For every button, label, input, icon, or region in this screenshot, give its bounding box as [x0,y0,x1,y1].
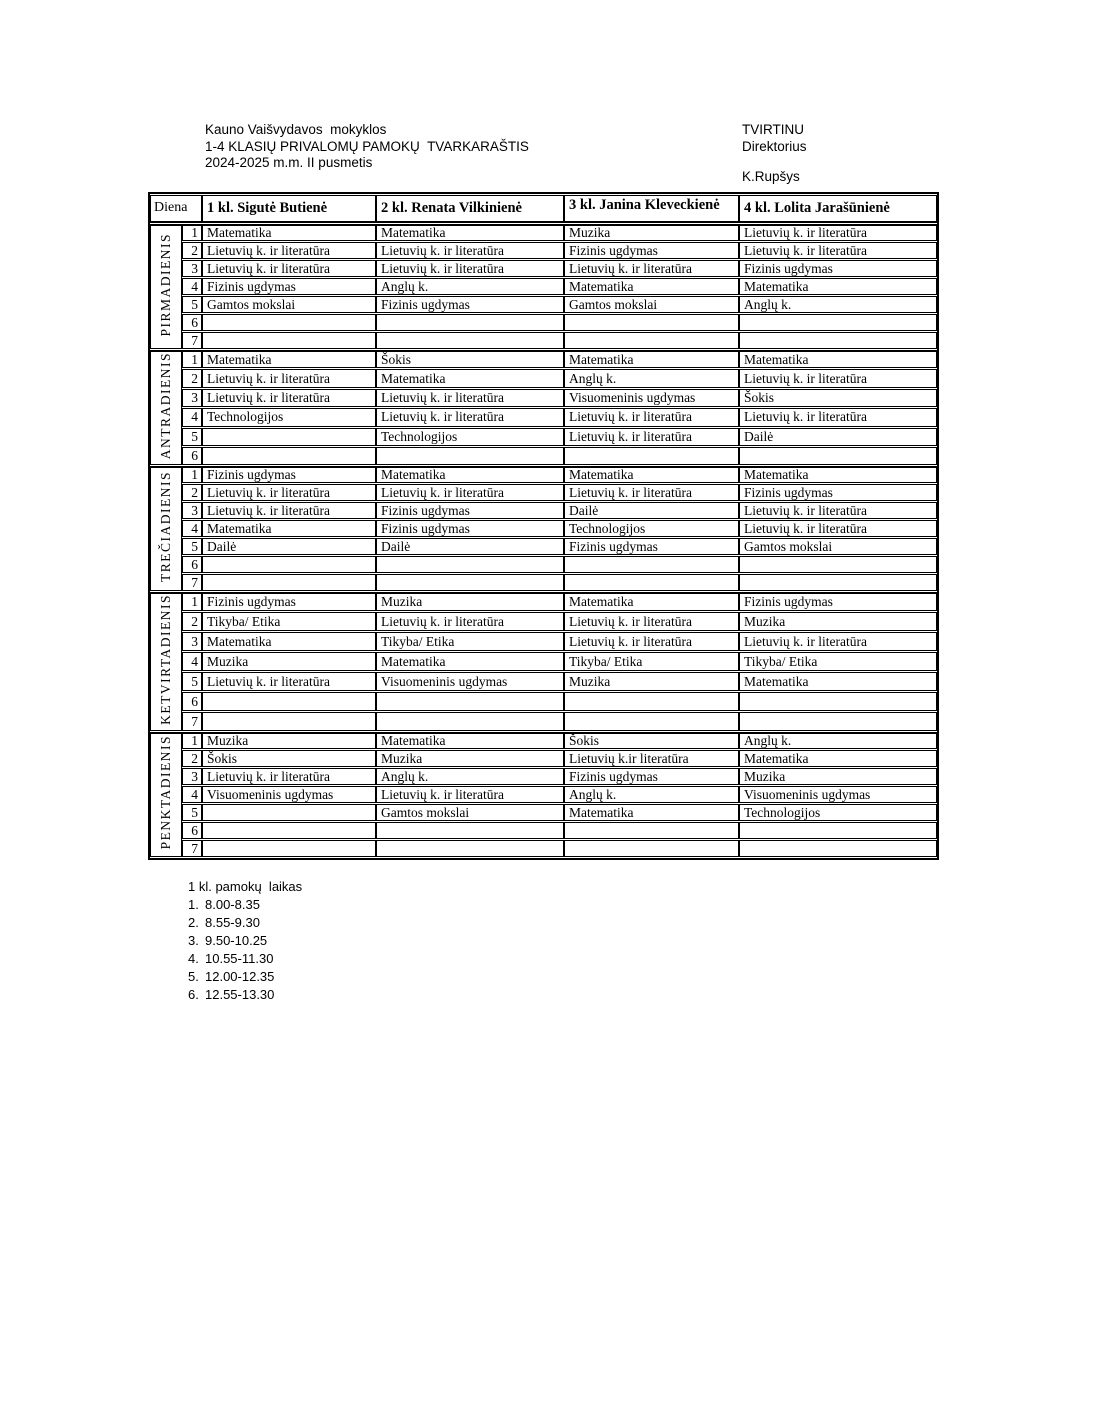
lesson-row [150,750,937,767]
lesson-number: 6 [182,692,202,711]
time-item-number: 4. [188,951,199,966]
lesson-cell: Lietuvių k. ir literatūra [739,369,937,387]
lesson-number: 1 [182,350,202,368]
lesson-cell: Lietuvių k. ir literatūra [564,428,739,446]
class-column-header: 3 kl. Janina Kleveckienė [564,195,739,223]
lesson-cell [202,314,376,331]
lesson-row [150,350,937,368]
lesson-cell: Matematika [376,652,564,671]
lesson-cell: Matematika [739,466,937,483]
lesson-cell: Lietuvių k. ir literatūra [202,260,376,277]
lesson-cell: Visuomeninis ugdymas [739,786,937,803]
lesson-cell: Technologijos [376,428,564,446]
lesson-row [150,612,937,631]
lesson-number: 7 [182,712,202,731]
lesson-cell [202,574,376,591]
lesson-cell: Lietuvių k. ir literatūra [739,408,937,426]
lesson-number: 1 [182,466,202,483]
lesson-cell: Anglų k. [376,768,564,785]
lesson-number: 6 [182,822,202,839]
lesson-row [150,408,937,426]
lesson-cell [202,332,376,349]
class-column-header: 4 kl. Lolita Jarašūnienė [739,195,937,223]
lesson-cell: Anglų k. [564,369,739,387]
timetable [148,192,939,860]
lesson-cell [564,712,739,731]
lesson-cell [376,822,564,839]
lesson-cell: Fizinis ugdymas [376,296,564,313]
lesson-cell [739,332,937,349]
lesson-cell: Fizinis ugdymas [202,278,376,295]
lesson-cell: Šokis [564,732,739,749]
time-item [188,950,302,968]
lesson-cell: Tikyba/ Etika [202,612,376,631]
lesson-number: 6 [182,556,202,573]
lesson-number: 1 [182,732,202,749]
lesson-row [150,574,937,591]
lesson-cell: Matematika [376,369,564,387]
lesson-number: 7 [182,332,202,349]
lesson-cell: Fizinis ugdymas [564,242,739,259]
lesson-number: 4 [182,408,202,426]
day-name-text: PENKTADIENIS [158,735,173,850]
lesson-cell: Technologijos [564,520,739,537]
lesson-cell [564,314,739,331]
lesson-cell [564,447,739,465]
lesson-row [150,692,937,711]
lesson-number: 3 [182,768,202,785]
lesson-cell: Matematika [739,750,937,767]
lesson-cell [739,840,937,857]
lesson-row [150,632,937,651]
header-row [150,195,937,223]
lesson-number: 4 [182,520,202,537]
lesson-cell: Muzika [202,652,376,671]
lesson-cell [739,574,937,591]
lesson-row [150,428,937,446]
day-label [150,592,182,731]
lesson-cell: Matematika [564,278,739,295]
time-item-number: 3. [188,933,199,948]
lesson-cell: Matematika [202,350,376,368]
lesson-cell: Lietuvių k. ir literatūra [202,502,376,519]
lesson-cell: Visuomeninis ugdymas [202,786,376,803]
doc-header [205,122,529,172]
lesson-cell: Visuomeninis ugdymas [376,672,564,691]
lesson-row [150,652,937,671]
time-item-range: 12.55-13.30 [205,987,275,1002]
lesson-number: 5 [182,804,202,821]
lesson-number: 7 [182,574,202,591]
lesson-cell [376,556,564,573]
time-item [188,932,302,950]
lesson-cell: Matematika [564,466,739,483]
lesson-cell: Fizinis ugdymas [376,520,564,537]
lesson-number: 3 [182,502,202,519]
time-item-range: 12.00-12.35 [205,969,275,984]
lesson-cell: Technologijos [739,804,937,821]
lesson-number: 4 [182,786,202,803]
lesson-row [150,332,937,349]
day-label [150,350,182,465]
lesson-cell: Lietuvių k. ir literatūra [564,408,739,426]
lesson-number: 1 [182,592,202,611]
lesson-cell: Lietuvių k. ir literatūra [376,408,564,426]
lesson-number: 2 [182,484,202,501]
lesson-cell: Lietuvių k. ir literatūra [202,768,376,785]
lesson-cell [564,574,739,591]
lesson-cell: Matematika [739,350,937,368]
lesson-number: 6 [182,447,202,465]
lesson-cell: Gamtos mokslai [564,296,739,313]
time-item [188,968,302,986]
lesson-cell: Gamtos mokslai [202,296,376,313]
lesson-cell [376,840,564,857]
lesson-row [150,804,937,821]
lesson-cell [739,712,937,731]
lesson-cell: Muzika [564,672,739,691]
term-line: 2024-2025 m.m. II pusmetis [205,155,373,170]
approval-role: Direktorius [742,138,807,154]
lesson-row [150,538,937,555]
lesson-cell: Matematika [739,672,937,691]
lesson-cell: Matematika [564,592,739,611]
lesson-cell [202,822,376,839]
lesson-cell: Lietuvių k. ir literatūra [202,389,376,407]
lesson-cell: Muzika [376,592,564,611]
lesson-cell [202,804,376,821]
lesson-number: 6 [182,314,202,331]
lesson-cell [202,447,376,465]
lesson-number: 4 [182,652,202,671]
lesson-row [150,260,937,277]
lesson-row [150,278,937,295]
lesson-cell: Lietuvių k. ir literatūra [564,612,739,631]
lesson-cell: Fizinis ugdymas [739,260,937,277]
lesson-cell: Tikyba/ Etika [376,632,564,651]
lesson-cell: Lietuvių k. ir literatūra [202,369,376,387]
lesson-cell: Fizinis ugdymas [739,592,937,611]
lesson-cell [202,692,376,711]
lesson-cell: Matematika [564,350,739,368]
lesson-cell: Fizinis ugdymas [739,484,937,501]
lesson-cell [564,556,739,573]
times-list [188,896,302,1004]
lesson-cell: Muzika [564,224,739,241]
lesson-cell [739,314,937,331]
lesson-cell: Lietuvių k. ir literatūra [739,242,937,259]
lesson-number: 2 [182,369,202,387]
lesson-cell: Lietuvių k. ir literatūra [739,520,937,537]
lesson-cell: Šokis [376,350,564,368]
lesson-cell [376,574,564,591]
lesson-row [150,840,937,857]
lesson-cell [739,822,937,839]
lesson-row [150,712,937,731]
lesson-row [150,314,937,331]
lesson-number: 1 [182,224,202,241]
lesson-cell: Lietuvių k. ir literatūra [202,672,376,691]
lesson-cell: Šokis [739,389,937,407]
lesson-cell: Muzika [376,750,564,767]
lesson-number: 3 [182,389,202,407]
lesson-number: 5 [182,538,202,555]
lesson-cell [202,556,376,573]
time-item-number: 6. [188,987,199,1002]
lesson-cell: Gamtos mokslai [376,804,564,821]
lesson-cell [376,332,564,349]
lesson-row [150,389,937,407]
lesson-cell: Matematika [376,732,564,749]
approval-signature: K.Rupšys [742,169,800,184]
lesson-cell [564,840,739,857]
lesson-row [150,822,937,839]
lesson-number: 5 [182,672,202,691]
lesson-cell: Muzika [202,732,376,749]
lesson-cell: Lietuvių k. ir literatūra [202,484,376,501]
lesson-cell: Matematika [376,224,564,241]
lesson-cell: Fizinis ugdymas [376,502,564,519]
lesson-cell [202,712,376,731]
lesson-number: 2 [182,612,202,631]
lesson-row [150,768,937,785]
lesson-cell: Dailė [564,502,739,519]
lesson-cell: Lietuvių k. ir literatūra [376,786,564,803]
lesson-cell [564,822,739,839]
day-label [150,466,182,591]
time-item [188,914,302,932]
lesson-cell: Lietuvių k. ir literatūra [376,389,564,407]
day-label [150,732,182,857]
lesson-cell: Lietuvių k. ir literatūra [564,260,739,277]
time-item-range: 10.55-11.30 [205,951,274,966]
lesson-number: 3 [182,260,202,277]
lesson-cell: Technologijos [202,408,376,426]
lesson-cell [376,712,564,731]
lesson-row [150,224,937,241]
lesson-cell: Matematika [202,632,376,651]
lesson-cell: Šokis [202,750,376,767]
lesson-cell: Fizinis ugdymas [564,768,739,785]
lesson-times [188,878,302,1004]
lesson-row [150,502,937,519]
day-name-text: PIRMADIENIS [158,232,173,337]
lesson-cell: Dailė [739,428,937,446]
lesson-row [150,672,937,691]
lesson-cell: Lietuvių k. ir literatūra [739,632,937,651]
time-item-number: 1. [188,897,199,912]
day-name-text: TREČIADIENIS [158,471,173,583]
times-title: 1 kl. pamokų laikas [188,879,303,894]
lesson-cell: Dailė [202,538,376,555]
lesson-row [150,556,937,573]
lesson-cell: Fizinis ugdymas [564,538,739,555]
lesson-cell: Matematika [739,278,937,295]
lesson-cell [376,692,564,711]
time-item-range: 9.50-10.25 [205,933,268,948]
lesson-cell: Anglų k. [376,278,564,295]
lesson-row [150,296,937,313]
time-item [188,896,302,914]
lesson-cell [739,556,937,573]
lesson-cell: Lietuvių k. ir literatūra [376,484,564,501]
lesson-row [150,520,937,537]
lesson-number: 2 [182,242,202,259]
lesson-cell: Matematika [202,224,376,241]
time-item [188,986,302,1004]
lesson-cell: Lietuvių k. ir literatūra [564,484,739,501]
approval-status: TVIRTINU [742,122,805,137]
lesson-row [150,786,937,803]
lesson-row [150,447,937,465]
lesson-row [150,242,937,259]
lesson-cell: Matematika [376,466,564,483]
lesson-cell: Lietuvių k. ir literatūra [202,242,376,259]
lesson-row [150,484,937,501]
lesson-number: 5 [182,296,202,313]
lesson-cell: Matematika [564,804,739,821]
lesson-cell: Visuomeninis ugdymas [564,389,739,407]
lesson-cell: Lietuvių k. ir literatūra [376,612,564,631]
lesson-row [150,369,937,387]
lesson-cell: Lietuvių k.ir literatūra [564,750,739,767]
time-item-number: 5. [188,969,199,984]
lesson-cell: Lietuvių k. ir literatūra [739,502,937,519]
lesson-number: 5 [182,428,202,446]
lesson-cell [202,840,376,857]
lesson-cell: Fizinis ugdymas [202,466,376,483]
schedule-title: 1-4 KLASIŲ PRIVALOMŲ PAMOKŲ TVARKARAŠTIS [205,138,529,154]
day-name-text: ANTRADIENIS [158,352,173,460]
lesson-cell: Lietuvių k. ir literatūra [564,632,739,651]
lesson-cell: Tikyba/ Etika [739,652,937,671]
lesson-cell: Gamtos mokslai [739,538,937,555]
lesson-cell: Anglų k. [739,732,937,749]
lesson-row [150,732,937,749]
lesson-cell: Tikyba/ Etika [564,652,739,671]
lesson-cell: Lietuvių k. ir literatūra [376,242,564,259]
time-item-range: 8.55-9.30 [205,915,260,930]
lesson-cell: Lietuvių k. ir literatūra [739,224,937,241]
class-column-header: 1 kl. Sigutė Butienė [202,195,376,223]
lesson-cell [739,692,937,711]
class-column-header: 2 kl. Renata Vilkinienė [376,195,564,223]
lesson-number: 4 [182,278,202,295]
lesson-cell: Dailė [376,538,564,555]
lesson-cell: Muzika [739,768,937,785]
lesson-number: 3 [182,632,202,651]
lesson-cell [564,692,739,711]
approval-block [742,122,807,186]
lesson-number: 2 [182,750,202,767]
lesson-number: 7 [182,840,202,857]
time-item-number: 2. [188,915,199,930]
corner-header: Diena [150,195,202,223]
time-item-range: 8.00-8.35 [205,897,260,912]
lesson-cell [202,428,376,446]
lesson-cell [376,447,564,465]
day-name-text: KETVIRTADIENIS [158,594,173,726]
school-name: Kauno Vaišvydavos mokyklos [205,122,387,137]
lesson-cell [739,447,937,465]
day-label [150,224,182,349]
timetable-body [150,224,937,857]
lesson-cell: Muzika [739,612,937,631]
lesson-cell: Lietuvių k. ir literatūra [376,260,564,277]
lesson-cell [376,314,564,331]
lesson-row [150,592,937,611]
lesson-cell: Matematika [202,520,376,537]
lesson-cell: Anglų k. [564,786,739,803]
lesson-cell: Anglų k. [739,296,937,313]
lesson-cell [564,332,739,349]
lesson-cell: Fizinis ugdymas [202,592,376,611]
lesson-row [150,466,937,483]
